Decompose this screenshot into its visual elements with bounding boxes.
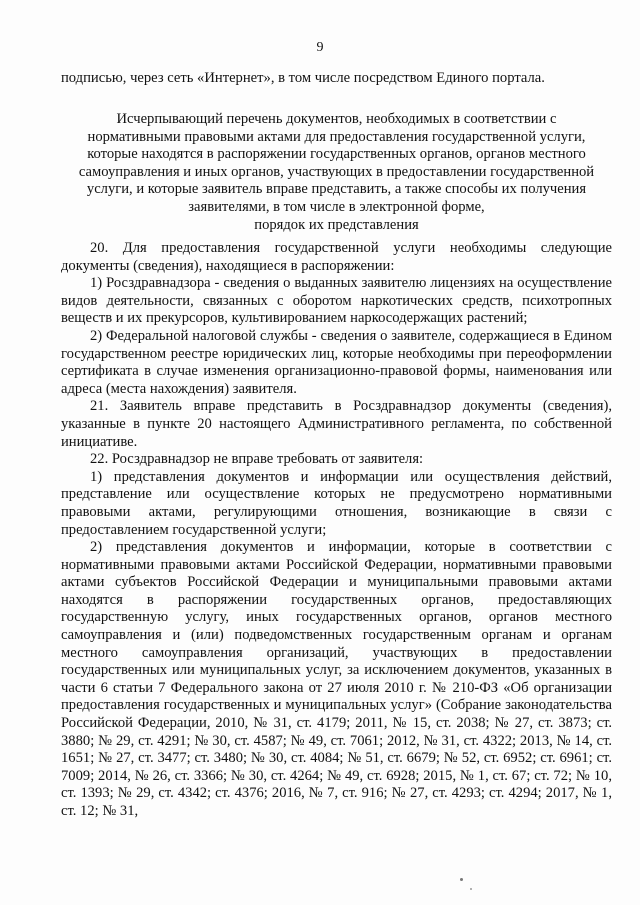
- heading-line: услуги, и которые заявитель вправе представить, а также способы их получения: [86, 181, 587, 198]
- page-number: 9: [316, 40, 324, 55]
- heading-line: самоуправления и иных органов, участвующих в предоставлении государственной: [78, 163, 595, 180]
- scan-artifact: [460, 878, 463, 881]
- intro-line: подписью, через сеть «Интернет», в том числе посредством Единого портала.: [61, 70, 545, 86]
- paragraph-20: 20. Для предоставления государственной услуги необходимы следующие документы (сведения), находящиеся в распоряжении:: [61, 240, 612, 274]
- scan-artifact: [470, 888, 472, 890]
- paragraph-22-item-1: 1) представления документов и информации или осуществления действий, представление или осуществление которых не предусмотрено нормативными правовыми актами, регулирующими отношения, возникающие в связи с предоставлением государственной услуги;: [61, 468, 612, 538]
- heading-line: порядок их представления: [254, 216, 419, 233]
- heading-line: заявителями, в том числе в электронной форме,: [188, 198, 485, 215]
- paragraph-22-item-2: 2) представления документов и информации, которые в соответствии с нормативными правовыми актами Российской Федерации, нормативными правовыми актами субъектов Российской Федерации и муниципальными правовыми актами находятся в распоряжении государственных органов, предоставляющих государственную услугу, иных государственных органов, органов местного самоуправления и (или) подведомственных государственным органам и органам местного самоуправления организаций, участвующих в предоставлении государственных или муниципальных услуг, за исключением документов, указанных в части 6 статьи 7 Федерального закона от 27 июля 2010 г. № 210-ФЗ «Об организации предоставления государственных и муниципальных услуг» (Собрание законодательства Российской Федерации, 2010, № 31, ст. 4179; 2011, № 15, ст. 2038; № 27, ст. 3873; ст. 3880; № 29, ст. 4291; № 30, ст. 4587; № 49, ст. 7061; 2012, № 31, ст. 4322; 2013, № 14, ст. 1651; № 27, ст. 3477; ст. 3480; № 30, ст. 4084; № 51, ст. 6679; № 52, ст. 6952; ст. 6961; ст. 7009; 2014, № 26, ст. 3366; № 30, ст. 4264; № 49, ст. 6928; 2015, № 1, ст. 67; ст. 72; № 10, ст. 1393; № 29, ст. 4342; ст. 4376; 2016, № 7, ст. 916; № 27, ст. 4293; ст. 4294; 2017, № 1, ст. 12; № 31,: [61, 539, 612, 819]
- paragraph-22: 22. Росздравнадзор не вправе требовать от заявителя:: [90, 451, 424, 468]
- heading-line: Исчерпывающий перечень документов, необходимых в соответствии с: [116, 111, 557, 127]
- heading-line: которые находятся в распоряжении государственных органов, органов местного: [87, 146, 586, 163]
- paragraph-20-item-1: 1) Росздравнадзора - сведения о выданных заявителю лицензиях на осуществление видов деятельности, связанных с оборотом наркотических средств, психотропных веществ и их прекурсоров, культивированием наркосодержащих растений;: [61, 275, 612, 327]
- heading-line: нормативными правовыми актами для предоставления государственной услуги,: [87, 128, 586, 145]
- paragraph-20-item-2: 2) Федеральной налоговой службы - сведения о заявителе, содержащиеся в Едином государственном реестре юридических лиц, которые необходимы при переоформлении сертификата в случае изменения организационно-правовой формы, наименования или адреса (места нахождения) заявителя.: [61, 327, 612, 397]
- paragraph-21: 21. Заявитель вправе представить в Росздравнадзор документы (сведения), указанные в пункте 20 настоящего Административного регламента, по собственной инициативе.: [61, 398, 612, 450]
- section-heading: [61, 111, 612, 234]
- body-text: [61, 240, 612, 821]
